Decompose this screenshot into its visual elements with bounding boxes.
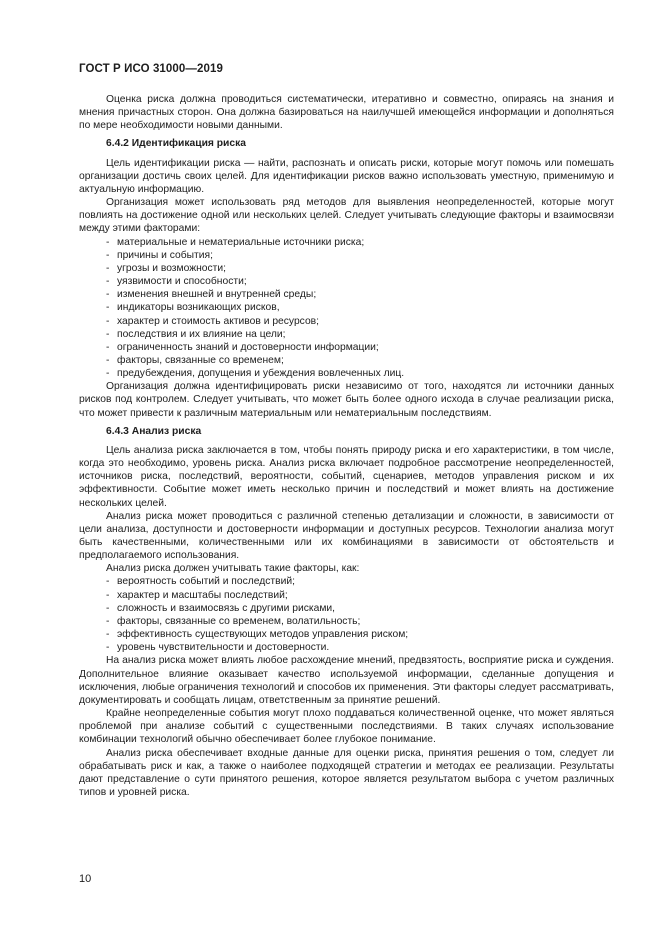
list-item: - факторы, связанные со временем; <box>106 354 284 366</box>
document-header: ГОСТ Р ИСО 31000—2019 <box>79 63 224 75</box>
list-item: - факторы, связанные со временем, волатильность; <box>106 615 361 627</box>
paragraph: Цель анализа риска заключается в том, чтобы понять природу риска и его характеристики, в том числе, когда это необходимо, уровень риска. Анализ риска включает подробное рассмотрение неопределенностей, источников риска, последствий, вероятности, событий, сценариев, методов управления риском и их эффективности. Событие может иметь несколько причин и последствий и может влиять на достижение нескольких целей. <box>79 444 614 509</box>
list-item: - ограниченность знаний и достоверности информации; <box>106 341 379 353</box>
factor-list <box>79 236 614 381</box>
section-heading-6-4-2: 6.4.2 Идентификация риска <box>106 138 246 150</box>
list-item: - эффективность существующих методов управления риском; <box>106 629 409 641</box>
list-item: - причины и события; <box>106 249 213 261</box>
list-item: - уровень чувствительности и достоверности. <box>106 642 330 654</box>
paragraph: Анализ риска должен учитывать такие факторы, как: <box>106 563 360 575</box>
list-item: - угрозы и возможности; <box>106 262 226 274</box>
paragraph: Анализ риска обеспечивает входные данные для оценки риска, принятия решения о том, следует ли обрабатывать риск и как, а также о наиболее подходящей стратегии и методах ее реализации. Результаты дают представление о сути принятого решения, которое является результатом выбора с учетом различных типов и уровней риска. <box>79 747 614 798</box>
list-item: - сложность и взаимосвязь с другими рисками, <box>106 602 336 614</box>
paragraph: Организация должна идентифицировать риски независимо от того, находятся ли источники данных рисков под контролем. Следует учитывать, что может быть более одного исхода в случае реализации риска, что может привести к различным материальным или нематериальным последствиям. <box>79 381 614 419</box>
section-heading-6-4-3: 6.4.3 Анализ риска <box>106 425 202 437</box>
list-item: - последствия и их влияние на цели; <box>106 328 286 340</box>
paragraph: Крайне неопределенные события могут плохо поддаваться количественной оценке, что может являться проблемой при анализе событий с существенными последствиями. В таких случаях использование комбинации технологий обычно обеспечивает более глубокое понимание. <box>79 708 614 746</box>
list-item: - индикаторы возникающих рисков, <box>106 302 280 314</box>
list-item: - изменения внешней и внутренней среды; <box>106 289 317 301</box>
factor-list <box>79 575 614 654</box>
list-item: - вероятность событий и последствий; <box>106 576 295 588</box>
page-number: 10 <box>79 873 92 885</box>
list-item: - характер и стоимость активов и ресурсов; <box>106 315 320 327</box>
paragraph: На анализ риска может влиять любое расхождение мнений, предвзятость, восприятие риска и суждения. Дополнительное влияние оказывает качество используемой информации, сделанные допущения и исключения, любые ограничения технологий и способов их применения. Эти факторы следует рассматривать, документировать и сообщать лицам, ответственным за принятие решений. <box>79 655 614 706</box>
list-item: - материальные и нематериальные источники риска; <box>106 236 365 248</box>
paragraph: Цель идентификации риска — найти, распознать и описать риски, которые могут помочь или помешать организации достичь своих целей. Для идентификации рисков важно использовать уместную, применимую и актуальную информацию. <box>79 157 614 195</box>
page-body <box>79 93 614 799</box>
paragraph: Организация может использовать ряд методов для выявления неопределенностей, которые могут повлиять на достижение одной или нескольких целей. Следует учитывать следующие факторы и взаимосвязи между этими факторами: <box>79 197 614 235</box>
list-item: - уязвимости и способности; <box>106 276 247 288</box>
list-item: - предубеждения, допущения и убеждения вовлеченных лиц. <box>106 368 405 380</box>
paragraph: Анализ риска может проводиться с различной степенью детализации и сложности, в зависимости от цели анализа, доступности и достоверности информации и доступных ресурсов. Технологии анализа могут быть качественными, количественными или их комбинациями в зависимости от обстоятельств и предполагаемого использования. <box>79 510 614 562</box>
intro-paragraph: Оценка риска должна проводиться систематически, итеративно и совместно, опираясь на знания и мнения причастных сторон. Она должна базироваться на наилучшей имеющейся информации и дополняться по мере необходимости новыми данными. <box>79 94 614 132</box>
list-item: - характер и масштабы последствий; <box>106 589 288 601</box>
